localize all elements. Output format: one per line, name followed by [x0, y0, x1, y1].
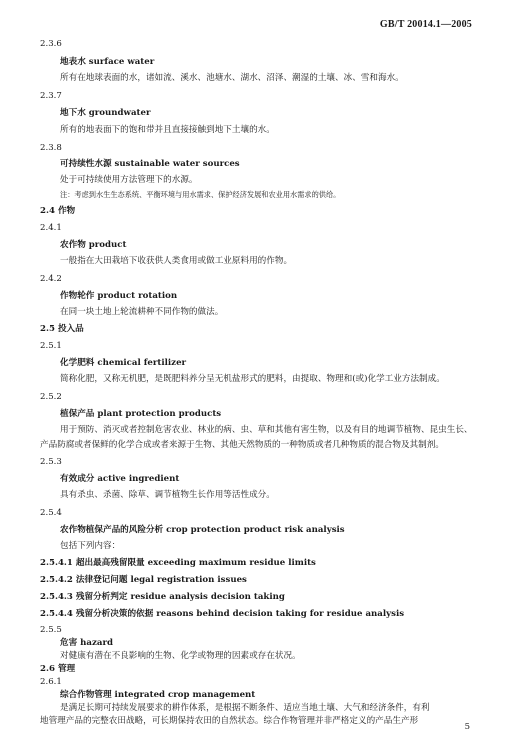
clause-number: 2.4.1 [40, 223, 62, 233]
definition-text: 产品防腐或者保鲜的化学合成或者来源于生物、其他天然物质的一种物质或者几种物质的混合物及其制剂。 [40, 440, 444, 450]
term-heading: 作物轮作 product rotation [60, 291, 178, 301]
clause-number: 2.5.1 [40, 341, 62, 351]
section-heading: 2.4 作物 [40, 206, 76, 216]
definition-text: 所有在地球表面的水，诸如流、溪水、池塘水、湖水、沼泽、潮湿的土壤、冰、雪和海水。 [60, 73, 404, 83]
term-heading: 植保产品 plant protection products [60, 409, 222, 419]
definition-text: 处于可持续使用方法管理下的水源。 [60, 175, 198, 185]
definition-text: 包括下列内容： [60, 541, 121, 551]
term-heading: 化学肥料 chemical fertilizer [60, 358, 187, 368]
term-heading: 危害 hazard [60, 638, 113, 648]
sub-clause: 2.5.4.2 法律登记问题 legal registration issues [40, 575, 247, 585]
section-heading: 2.5 投入品 [40, 324, 84, 334]
term-heading: 地下水 groundwater [60, 108, 151, 118]
sub-clause: 2.5.4.1 超出最高残留限量 exceeding maximum residue limits [40, 558, 316, 568]
sub-clause: 2.5.4.4 残留分析决策的依据 reasons behind decision taking for residue analysis [40, 609, 405, 619]
page-number: 5 [464, 722, 470, 732]
clause-number: 2.5.3 [40, 457, 62, 467]
clause-number: 2.4.2 [40, 274, 62, 284]
definition-text: 地管理产品的完整农田战略，可长期保持农田的自然状态。综合作物管理并非严格定义的产品生产形 [40, 716, 419, 726]
clause-number: 2.3.6 [40, 39, 62, 49]
sub-clause: 2.5.4.3 残留分析判定 residue analysis decision taking [40, 592, 285, 602]
definition-text: 是满足长期可持续发展要求的耕作体系，是根据不断条件、适应当地土壤、大气和经济条件，有利 [60, 703, 430, 713]
definition-text: 对健康有潜在不良影响的生物、化学或物理的因素或存在状况。 [60, 651, 301, 661]
term-heading: 地表水 surface water [60, 57, 155, 67]
clause-number: 2.6.1 [40, 677, 62, 687]
clause-number: 2.5.2 [40, 392, 62, 402]
definition-text: 用于预防、消灭或者控制危害农业、林业的病、虫、草和其他有害生物，以及有目的地调节植物、昆虫生长、 [60, 425, 473, 435]
definition-text: 具有杀虫、杀菌、除草、调节植物生长作用等活性成分。 [60, 490, 275, 500]
term-heading: 综合作物管理 integrated crop management [60, 690, 256, 700]
definition-text: 在同一块土地上轮流耕种不同作物的做法。 [60, 307, 224, 317]
clause-number: 2.3.8 [40, 143, 62, 153]
definition-text: 简称化肥，又称无机肥，是既肥料养分呈无机盐形式的肥料，由提取、物理和(或)化学工业方法制成。 [60, 374, 445, 384]
clause-number: 2.3.7 [40, 91, 62, 101]
clause-number: 2.5.4 [40, 508, 62, 518]
note-text: 注：考虑到水生生态系统、平衡环境与用水需求、保护经济发展和农业用水需求的供给。 [60, 190, 341, 199]
term-heading: 农作物 product [60, 240, 127, 250]
definition-text: 所有的地表面下的饱和带并且直接接触到地下土壤的水。 [60, 125, 275, 135]
standard-number: GB/T 20014.1—2005 [379, 19, 472, 30]
term-heading: 有效成分 active ingredient [60, 474, 180, 484]
term-heading: 可持续性水源 sustainable water sources [60, 159, 240, 169]
clause-number: 2.5.5 [40, 625, 62, 635]
section-heading: 2.6 管理 [40, 664, 76, 674]
definition-text: 一般指在大田栽培下收获供人类食用或做工业原料用的作物。 [60, 256, 293, 266]
term-heading: 农作物植保产品的风险分析 crop protection product risk analysis [60, 525, 345, 535]
